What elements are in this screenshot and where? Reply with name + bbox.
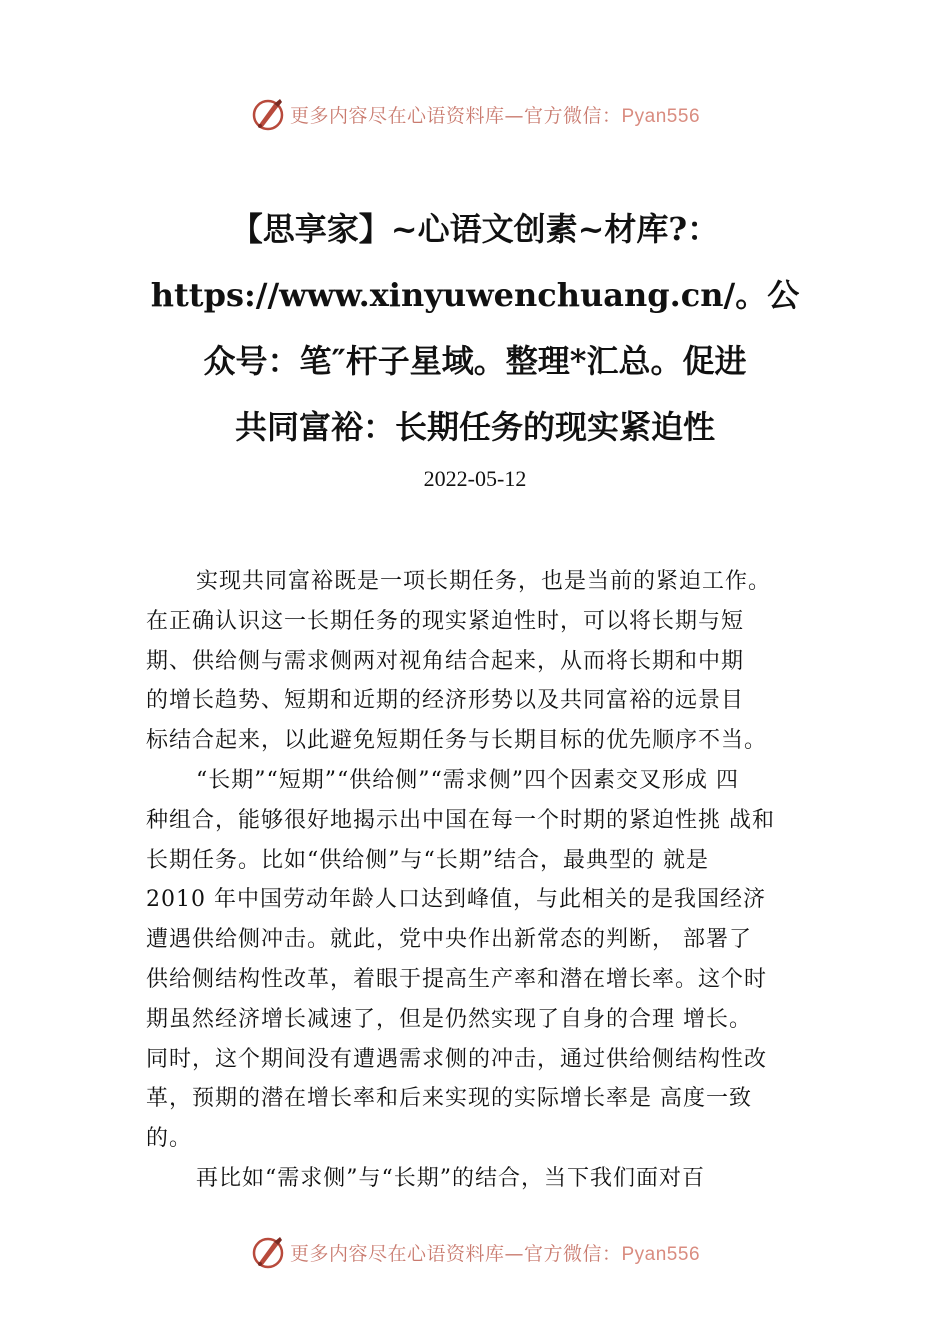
banner-text (290, 101, 700, 128)
footer-banner (0, 1232, 950, 1272)
text-line: 期虽然经济增长减速了，但是仍然实现了自身的合理 增长。 (146, 1006, 752, 1032)
text-line: 长期任务。比如“供给侧”与“长期”结合，最典型的 就是 (146, 847, 709, 873)
text-line: “长期”“短期”“供给侧”“需求侧”四个因素交叉形成 四 (196, 767, 739, 793)
text-line: 革，预期的潜在增长率和后来实现的实际增长率是 高度一致 (146, 1086, 752, 1112)
banner-wechat-id: Pyan556 (621, 1243, 701, 1265)
title-line: 共同富裕：长期任务的现实紧迫性 (234, 408, 715, 446)
text-line: 的增长趋势、短期和近期的经济形势以及共同富裕的远景目 (146, 688, 745, 714)
title-line: 【思享家】~心语文创素~材库?： (230, 210, 720, 248)
text-line: 在正确认识这一长期任务的现实紧迫性时，可以将长期与短 (146, 608, 745, 634)
text-line: 的。 (146, 1126, 193, 1152)
document-title (60, 196, 890, 460)
publish-date: 2022-05-12 (423, 466, 527, 491)
text-line: 实现共同富裕既是一项长期任务，也是当前的紧迫工作。 (196, 569, 772, 594)
title-line: https://www.xinyuwenchuang.cn/。公 (150, 276, 800, 314)
text-line: 再比如“需求侧”与“长期”的结合，当下我们面对百 (196, 1165, 705, 1191)
banner-wechat-id: Pyan556 (621, 105, 701, 127)
title-line: 众号：笔″杆子星域。整理*汇总。促进 (203, 342, 747, 380)
text-line: 期、供给侧与需求侧两对视角结合起来，从而将长期和中期 (146, 648, 745, 674)
header-banner (0, 94, 950, 134)
paragraph (146, 1159, 830, 1199)
text-line: 标结合起来，以此避免短期任务与长期目标的优先顺序不当。 (146, 728, 768, 754)
text-line: 供给侧结构性改革，着眼于提高生产率和潜在增长率。这个时 (146, 966, 768, 992)
text-line: 2010 年中国劳动年龄人口达到峰值，与此相关的是我国经济 (146, 887, 766, 913)
paragraph (146, 761, 830, 1159)
pen-logo-icon (250, 1234, 286, 1270)
text-line: 同时，这个期间没有遭遇需求侧的冲击，通过供给侧结构性改 (146, 1046, 768, 1072)
banner-text (290, 1239, 700, 1266)
paragraph (146, 562, 830, 761)
text-line: 遭遇供给侧冲击。就此，党中央作出新常态的判断， 部署了 (146, 927, 752, 953)
text-line: 种组合，能够很好地揭示出中国在每一个时期的紧迫性挑 战和 (146, 807, 775, 833)
article-body (146, 562, 830, 1199)
pen-logo-icon (250, 96, 286, 132)
banner-label: 更多内容尽在心语资料库—官方微信： (289, 104, 622, 127)
banner-label: 更多内容尽在心语资料库—官方微信： (289, 1242, 622, 1265)
